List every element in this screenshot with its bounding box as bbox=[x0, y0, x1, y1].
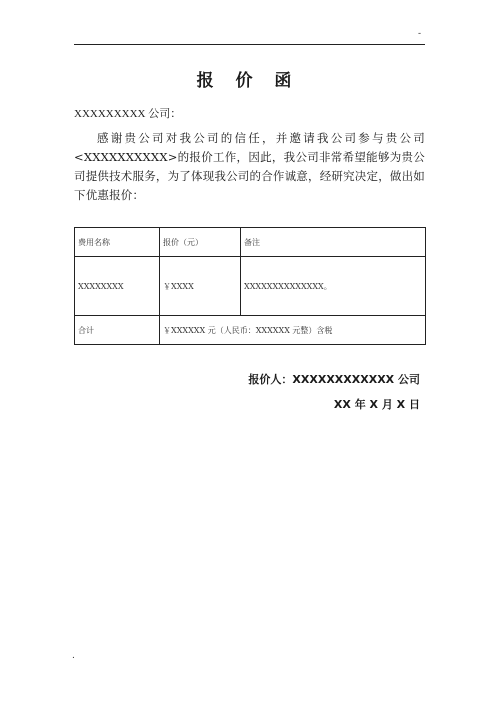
header-mark: - bbox=[418, 29, 422, 39]
table-row bbox=[75, 257, 426, 316]
salutation: XXXXXXXXX 公司： bbox=[74, 108, 182, 120]
table-cell-price: ￥XXXX bbox=[160, 257, 241, 316]
header-rule bbox=[74, 44, 425, 45]
table-cell-note: XXXXXXXXXXXXXX。 bbox=[241, 257, 426, 316]
table-header-cell: 备注 bbox=[241, 228, 426, 257]
page-title: 报 价 函 bbox=[196, 71, 300, 91]
table-header-cell: 报价（元） bbox=[160, 228, 241, 257]
table-cell-item: XXXXXXXX bbox=[75, 257, 160, 316]
date-line: XX 年 X 月 X 日 bbox=[333, 398, 420, 411]
table-total-value: ￥XXXXXX 元（人民币：XXXXXX 元整）含税 bbox=[160, 316, 426, 345]
table-header-row bbox=[75, 228, 426, 257]
table-header-cell: 费用名称 bbox=[75, 228, 160, 257]
footer-mark: . bbox=[72, 651, 75, 661]
table-total-label: 合计 bbox=[75, 316, 160, 345]
body-paragraph: 感谢贵公司对我公司的信任，并邀请我公司参与贵公司<XXXXXXXXXX>的报价工作，因此，我公司非常希望能够为贵公司提供技术服务，为了体现我公司的合作诚意，经研究决定，做出如下优惠报价： bbox=[74, 131, 425, 202]
table-total-row bbox=[75, 316, 426, 345]
quote-table bbox=[74, 227, 426, 345]
signer-line: 报价人：XXXXXXXXXXXX 公司 bbox=[248, 373, 420, 386]
